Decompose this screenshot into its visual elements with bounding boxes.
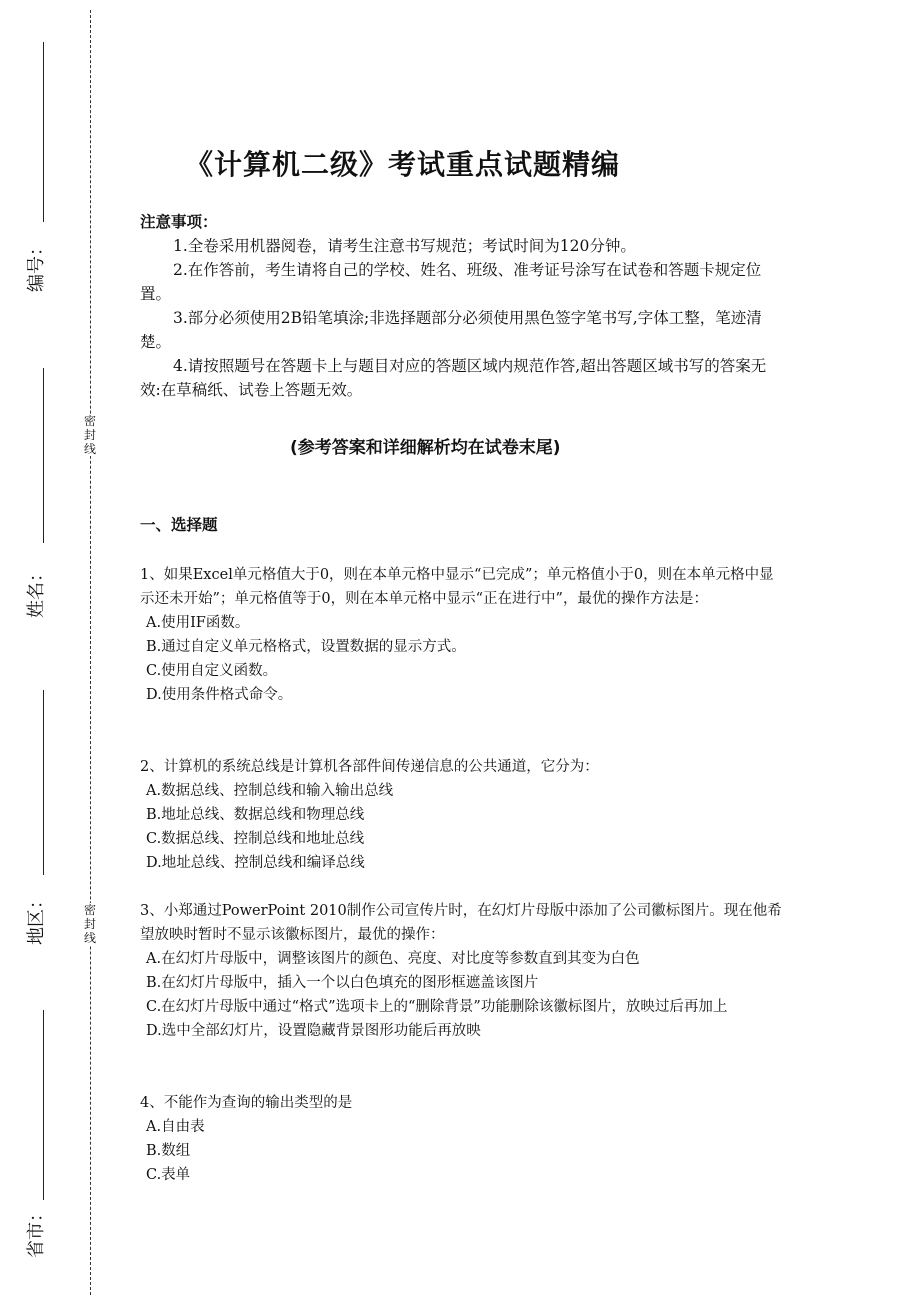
option-a: A.自由表: [146, 1119, 205, 1135]
option-c: C.在幻灯片母版中通过“格式”选项卡上的“删除背景”功能删除该徽标图片，放映过后再加上: [146, 999, 728, 1015]
binding-margin: [0, 0, 110, 1302]
number-line: [43, 42, 44, 222]
page-title: 《计算机二级》考试重点试题精编: [185, 148, 621, 181]
question-1: [140, 563, 785, 707]
option-a: A.使用IF函数。: [146, 615, 250, 631]
option-c: C.数据总线、控制总线和地址总线: [146, 831, 365, 847]
option-b: B.通过自定义单元格格式，设置数据的显示方式。: [146, 639, 466, 655]
question-3: [140, 899, 785, 1043]
province-line: [43, 1010, 44, 1200]
option-c: C.表单: [146, 1167, 191, 1183]
notice-heading: 注意事项：: [140, 213, 218, 231]
question-stem: 1、如果Excel单元格值大于0，则在本单元格中显示“已完成”；单元格值小于0，则在本单元格中显示还未开始”；单元格值等于0，则在本单元格中显示“正在进行中”，最优的操作方法是：: [140, 567, 774, 607]
region-label: 地区：: [26, 891, 47, 945]
notice-item: 4.请按照题号在答题卡上与题目对应的答题区域内规范作答,超出答题区域书写的答案无效:在草稿纸、试卷上答题无效。: [140, 357, 767, 399]
option-a: A.数据总线、控制总线和输入输出总线: [146, 783, 394, 799]
question-4: [140, 1091, 785, 1187]
option-b: B.数组: [146, 1143, 191, 1159]
option-d: D.地址总线、控制总线和编译总线: [146, 855, 365, 871]
name-line: [43, 368, 44, 543]
question-stem: 4、不能作为查询的输出类型的是: [140, 1095, 353, 1111]
province-label: 省市：: [26, 1204, 47, 1258]
option-d: D.使用条件格式命令。: [146, 687, 293, 703]
name-label: 姓名：: [26, 564, 47, 618]
answer-note: (参考答案和详细解析均在试卷末尾): [290, 438, 561, 458]
seal-text: 密封线: [83, 414, 96, 456]
fold-line: [90, 10, 91, 1295]
notice-item: 2.在作答前，考生请将自己的学校、姓名、班级、准考证号涂写在试卷和答题卡规定位置。: [140, 261, 762, 303]
question-stem: 3、小郑通过PowerPoint 2010制作公司宣传片时，在幻灯片母版中添加了公司徽标图片。现在他希望放映时暂时不显示该徽标图片，最优的操作：: [140, 903, 782, 943]
notice-item: 3.部分必须使用2B铅笔填涂;非选择题部分必须使用黑色签字笔书写,字体工整，笔迹清楚。: [140, 309, 762, 351]
notice-item: 1.全卷采用机器阅卷，请考生注意书写规范；考试时间为120分钟。: [173, 237, 636, 255]
option-c: C.使用自定义函数。: [146, 663, 278, 679]
seal-mark-bottom: [83, 903, 97, 945]
seal-mark-top: [83, 414, 97, 456]
number-label: 编号：: [26, 238, 47, 292]
section-title: 一、选择题: [140, 516, 218, 534]
option-b: B.地址总线、数据总线和物理总线: [146, 807, 365, 823]
seal-text: 密封线: [83, 903, 96, 945]
option-a: A.在幻灯片母版中，调整该图片的颜色、亮度、对比度等参数直到其变为白色: [146, 951, 640, 967]
option-d: D.选中全部幻灯片，设置隐藏背景图形功能后再放映: [146, 1023, 481, 1039]
notice-block: [140, 210, 785, 402]
question-stem: 2、计算机的系统总线是计算机各部件间传递信息的公共通道，它分为：: [140, 759, 599, 775]
question-2: [140, 755, 785, 875]
option-b: B.在幻灯片母版中，插入一个以白色填充的图形框遮盖该图片: [146, 975, 539, 991]
region-line: [43, 690, 44, 875]
